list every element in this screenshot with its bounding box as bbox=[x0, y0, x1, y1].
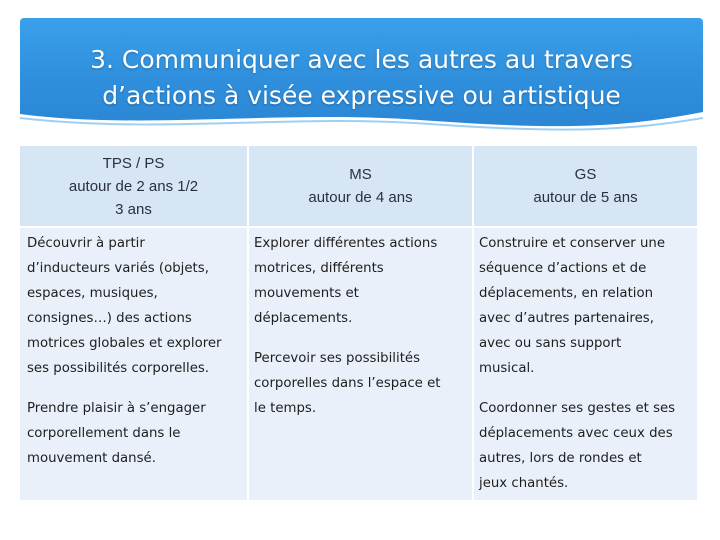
text-line: autres, lors de rondes et bbox=[479, 451, 642, 466]
text-line: déplacements. bbox=[254, 311, 353, 326]
text-line: ses possibilités corporelles. bbox=[27, 361, 210, 376]
header-tps-ps-line-1: TPS / PS bbox=[102, 154, 165, 172]
text-line: Explorer différentes actions bbox=[254, 236, 438, 251]
text-line: consignes…) des actions bbox=[27, 311, 192, 326]
text-line: Coordonner ses gestes et ses bbox=[479, 401, 676, 416]
header-ms bbox=[249, 146, 472, 226]
text-line: corporellement dans le bbox=[27, 426, 181, 441]
text-line: mouvements et bbox=[254, 286, 359, 301]
header-tps-ps-line-2: autour de 2 ans 1/2 bbox=[68, 177, 199, 195]
header-tps-ps bbox=[20, 146, 247, 226]
text-line: le temps. bbox=[254, 401, 317, 416]
tps-ps-paragraph-2 bbox=[27, 396, 206, 471]
text-line: motrices globales et explorer bbox=[27, 336, 222, 351]
text-line: Prendre plaisir à s’engager bbox=[27, 401, 206, 416]
slide-title bbox=[20, 42, 703, 114]
text-line: avec d’autres partenaires, bbox=[479, 311, 654, 326]
text-line: déplacements, en relation bbox=[479, 286, 654, 301]
header-gs-line-2: autour de 5 ans bbox=[533, 189, 638, 206]
body-tps-ps bbox=[20, 228, 247, 500]
text-line: Construire et conserver une bbox=[479, 236, 666, 251]
text-line: avec ou sans support bbox=[479, 336, 622, 351]
text-line: Découvrir à partir bbox=[27, 236, 145, 251]
slide-title-line-1: 3. Communiquer avec les autres au travers bbox=[90, 45, 633, 74]
slide-title-line-2: d’actions à visée expressive ou artistique bbox=[102, 81, 621, 110]
text-line: espaces, musiques, bbox=[27, 286, 158, 301]
text-line: musical. bbox=[479, 361, 535, 376]
header-gs-line-1: GS bbox=[574, 166, 597, 183]
text-line: déplacements avec ceux des bbox=[479, 426, 673, 441]
gs-paragraph-2 bbox=[479, 396, 675, 496]
header-ms-line-1: MS bbox=[349, 166, 372, 183]
text-line: Percevoir ses possibilités bbox=[254, 351, 421, 366]
competency-table bbox=[20, 146, 697, 500]
text-line: corporelles dans l’espace et bbox=[254, 376, 441, 391]
text-line: d’inducteurs variés (objets, bbox=[27, 261, 209, 276]
body-gs bbox=[474, 228, 697, 500]
header-ms-line-2: autour de 4 ans bbox=[308, 189, 413, 206]
tps-ps-paragraph-1 bbox=[27, 231, 222, 381]
text-line: mouvement dansé. bbox=[27, 451, 156, 466]
gs-paragraph-1 bbox=[479, 231, 665, 381]
text-line: séquence d’actions et de bbox=[479, 261, 647, 276]
body-ms bbox=[249, 228, 472, 500]
ms-paragraph-2 bbox=[254, 346, 440, 421]
text-line: motrices, différents bbox=[254, 261, 384, 276]
header-tps-ps-line-3: 3 ans bbox=[115, 200, 152, 218]
header-gs bbox=[474, 146, 697, 226]
ms-paragraph-1 bbox=[254, 231, 437, 331]
text-line: jeux chantés. bbox=[479, 476, 569, 491]
